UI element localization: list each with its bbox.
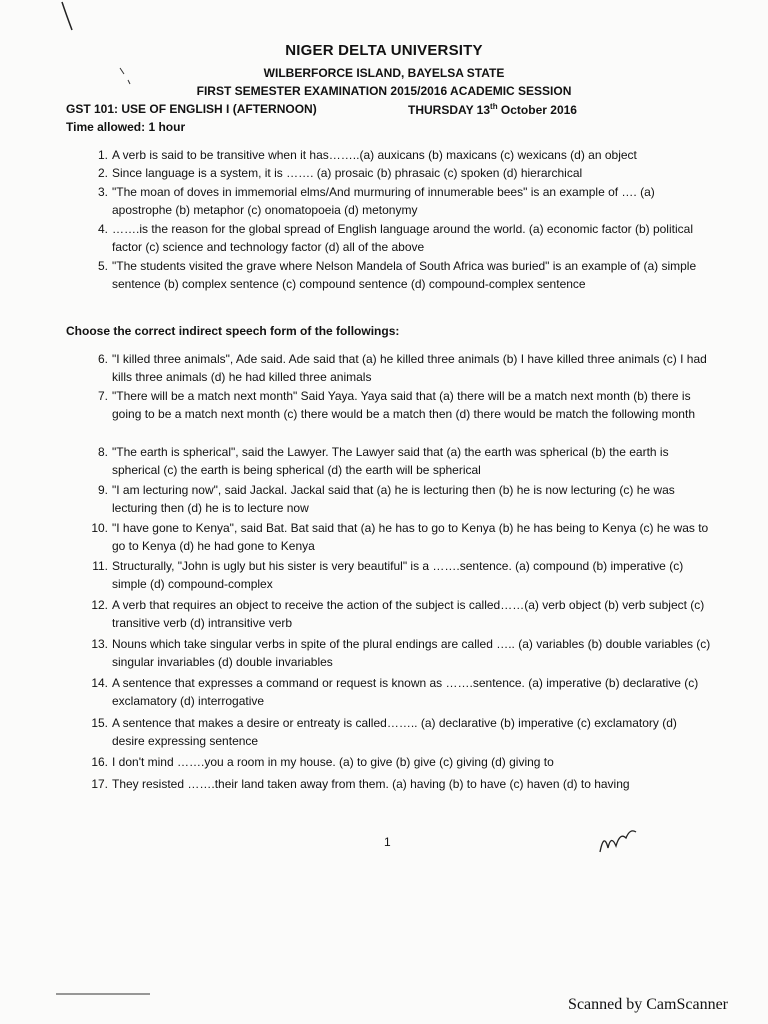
question-number: 9. [97,483,108,497]
university-name: NIGER DELTA UNIVERSITY [285,42,483,59]
question-text: "I am lecturing now", said Jackal. Jackal said that (a) he is lecturing then (b) he is now lecturing (c) he was lecturing then (d) he is to lecture now [112,483,675,515]
question-number: 1. [97,148,108,162]
question-text: "The students visited the grave where Nelson Mandela of South Africa was buried" is an example of (a) simple sentence (b) complex sentence (c) compound sentence (d) compound-complex sentence [112,259,697,291]
question-text: A verb is said to be transitive when it has……..(a) auxicans (b) maxicans (c) wexicans (d) an object [112,148,637,162]
exam-title: FIRST SEMESTER EXAMINATION 2015/2016 ACADEMIC SESSION [196,84,572,98]
question-text: I don't mind …….you a room in my house. (a) to give (b) give (c) giving (d) giving to [112,755,554,769]
time-allowed: Time allowed: 1 hour [66,120,186,134]
pen-stroke [62,2,72,30]
question-number: 5. [97,259,108,273]
question-text: A verb that requires an object to receive the action of the subject is called……(a) verb object (b) verb subject (c) transitive verb (d) intransitive verb [112,598,705,630]
question-number: 12. [91,598,108,612]
handwritten-signature [600,831,636,852]
scanner-footer: Scanned by CamScanner [568,996,728,1013]
question-number: 15. [91,716,108,730]
question-number: 11. [92,559,108,573]
question-text: "I have gone to Kenya", said Bat. Bat said that (a) he has to go to Kenya (b) he has being to Kenya (c) he was to go to Kenya (d) he had gone to Kenya [112,521,709,553]
question-text: A sentence that expresses a command or request is known as …….sentence. (a) imperative (b) declarative (c) exclamatory (d) interrogative [112,676,699,708]
date-day: THURSDAY 13 [408,103,491,117]
section-instruction: Choose the correct indirect speech form of the followings: [66,324,400,338]
question-number: 3. [97,185,108,199]
page-number: 1 [384,835,391,849]
question-number: 16. [91,755,108,769]
question-text: "The earth is spherical", said the Lawyer. The Lawyer said that (a) the earth was spherical (b) the earth is spherical (c) the earth is being spherical (d) the earth will be spherical [112,445,669,477]
question-number: 13. [91,637,108,651]
question-number: 4. [97,222,108,236]
question-number: 8. [97,445,108,459]
question-number: 14. [91,676,108,690]
question-number: 10. [91,521,108,535]
university-location: WILBERFORCE ISLAND, BAYELSA STATE [263,66,505,80]
question-text: They resisted …….their land taken away from them. (a) having (b) to have (c) haven (d) to having [112,777,630,791]
question-number: 2. [97,166,108,180]
question-text: "There will be a match next month" Said Yaya. Yaya said that (a) there will be a match next month (b) there is going to be a match next month (c) there would be a match then (d) there would be match the following month [112,389,695,421]
question-number: 17. [91,777,108,791]
question-number: 6. [97,352,108,366]
question-text: …….is the reason for the global spread of English language around the world. (a) economic factor (b) political factor (c) science and technology factor (d) all of the above [112,222,693,254]
question-text: "I killed three animals", Ade said. Ade said that (a) he killed three animals (b) I have killed three animals (c) I had kills three animals (d) he had killed three animals [112,352,707,384]
question-number: 7. [97,389,108,403]
question-text: "The moan of doves in immemorial elms/And murmuring of innumerable bees" is an example of …. (a) apostrophe (b) metaphor (c) onomatopoeia (d) metonymy [112,185,655,217]
question-text: A sentence that makes a desire or entreaty is called…….. (a) declarative (b) imperative (c) exclamatory (d) desire expressing sentence [112,716,677,748]
question-text: Since language is a system, it is ……. (a) prosaic (b) phrasaic (c) spoken (d) hierarchical [112,166,583,180]
date-rest: October 2016 [497,103,577,117]
pen-tick [120,68,130,84]
question-text: Structurally, "John is ugly but his sister is very beautiful" is a …….sentence. (a) compound (b) imperative (c) simple (d) compound-complex [112,559,684,591]
date-suffix: th [490,102,498,111]
course-title: GST 101: USE OF ENGLISH I (AFTERNOON) [66,102,317,116]
question-text: Nouns which take singular verbs in spite of the plural endings are called ….. (a) variables (b) double variables (c) singular invariables (d) double invariables [112,637,711,669]
